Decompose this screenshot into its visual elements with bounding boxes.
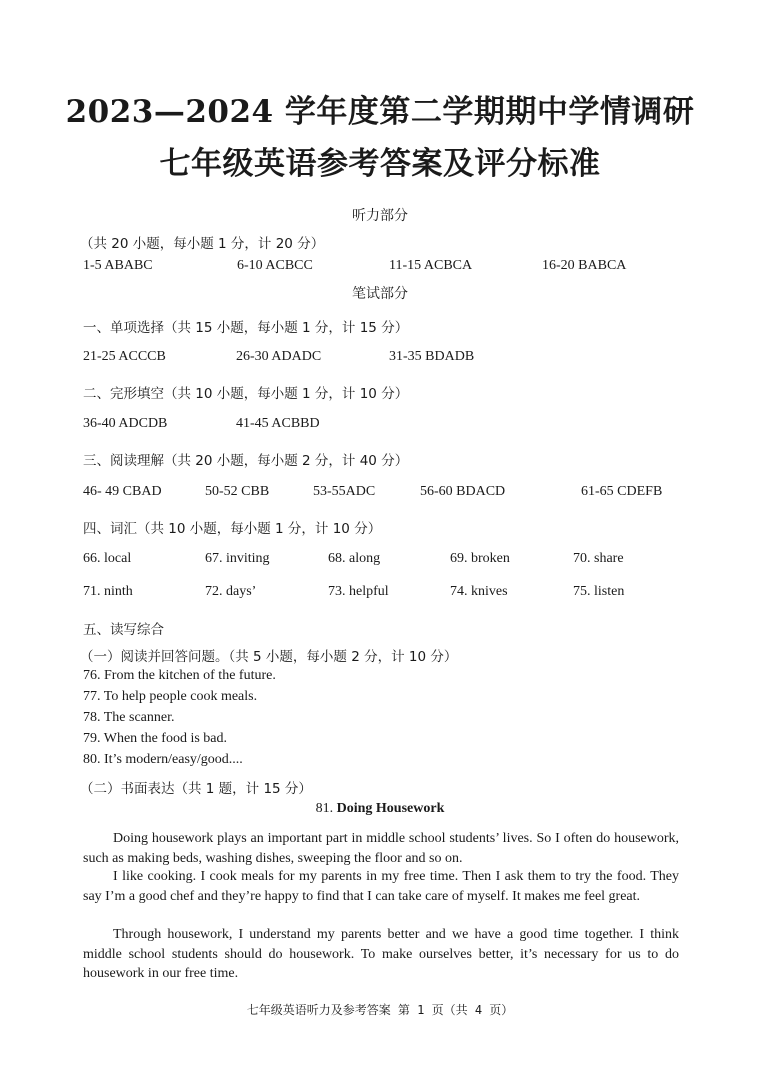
essay-number: 81. xyxy=(315,801,334,816)
section3-answer-3: 53-55ADC xyxy=(313,484,376,499)
listening-heading: 听力部分 xyxy=(352,208,408,224)
answer-79: 79. When the food is bad. xyxy=(83,731,227,746)
essay-title xyxy=(0,801,760,817)
listening-answer-1: 1-5 ABABC xyxy=(83,258,153,273)
essay-paragraph-3: Through housework, I understand my parents better and we have a good time together. I think middle school students should do housework. To make ourselves better, it’s necessary for us to do housework in our free time. xyxy=(83,927,679,981)
section5-heading: 五、读写综合 xyxy=(83,622,164,638)
section2-answer-1: 36-40 ADCDB xyxy=(83,416,168,431)
vocab-67: 67. inviting xyxy=(205,551,270,566)
answer-77: 77. To help people cook meals. xyxy=(83,689,258,704)
section1-answer-3: 31-35 BDADB xyxy=(389,349,475,364)
vocab-69: 69. broken xyxy=(450,551,510,566)
document-title-line2: 七年级英语参考答案及评分标准 xyxy=(159,146,601,182)
section4-heading: 四、词汇（共 10 小题，每小题 1 分，计 10 分） xyxy=(83,521,382,537)
vocab-72: 72. days’ xyxy=(205,584,257,599)
section3-answer-2: 50-52 CBB xyxy=(205,484,270,499)
document-title-line1: 2023—2024 学年度第二学期期中学情调研 xyxy=(65,94,695,130)
written-heading: 笔试部分 xyxy=(352,286,408,302)
section5-part2-heading: （二）书面表达（共 1 题，计 15 分） xyxy=(80,781,312,797)
essay-paragraph-2: I like cooking. I cook meals for my parents in my free time. Then I ask them to try the food. They say I’m a good chef and they’re happy to find that I can take care of myself. It makes me feel great. xyxy=(83,869,679,904)
answer-78: 78. The scanner. xyxy=(83,710,175,725)
answer-76: 76. From the kitchen of the future. xyxy=(83,668,276,683)
vocab-74: 74. knives xyxy=(450,584,508,599)
section1-answer-2: 26-30 ADADC xyxy=(236,349,322,364)
vocab-70: 70. share xyxy=(573,551,624,566)
essay-title-text: Doing Housework xyxy=(336,801,445,816)
vocab-66: 66. local xyxy=(83,551,132,566)
vocab-75: 75. listen xyxy=(573,584,625,599)
listening-answer-3: 11-15 ACBCA xyxy=(389,258,473,273)
listening-answer-4: 16-20 BABCA xyxy=(542,258,627,273)
section3-heading: 三、阅读理解（共 20 小题，每小题 2 分，计 40 分） xyxy=(83,453,409,469)
section3-answer-4: 56-60 BDACD xyxy=(420,484,506,499)
section1-answer-1: 21-25 ACCCB xyxy=(83,349,166,364)
answer-80: 80. It’s modern/easy/good.... xyxy=(83,752,243,767)
section5-part1-heading: （一）阅读并回答问题。（共 5 小题，每小题 2 分，计 10 分） xyxy=(80,649,458,665)
section1-heading: 一、单项选择（共 15 小题，每小题 1 分，计 15 分） xyxy=(83,320,409,336)
vocab-73: 73. helpful xyxy=(328,584,389,599)
page-footer: 七年级英语听力及参考答案 第 1 页（共 4 页） xyxy=(246,1003,514,1017)
section3-answer-1: 46- 49 CBAD xyxy=(83,484,162,499)
listening-answer-2: 6-10 ACBCC xyxy=(237,258,313,273)
section2-answer-2: 41-45 ACBBD xyxy=(236,416,320,431)
listening-note: （共 20 小题，每小题 1 分，计 20 分） xyxy=(80,236,325,252)
section2-heading: 二、完形填空（共 10 小题，每小题 1 分，计 10 分） xyxy=(83,386,409,402)
essay-paragraph-1: Doing housework plays an important part in middle school students’ lives. So I often do housework, such as making beds, washing dishes, sweeping the floor and so on. xyxy=(83,831,679,866)
section3-answer-5: 61-65 CDEFB xyxy=(581,484,663,499)
vocab-71: 71. ninth xyxy=(83,584,133,599)
vocab-68: 68. along xyxy=(328,551,381,566)
